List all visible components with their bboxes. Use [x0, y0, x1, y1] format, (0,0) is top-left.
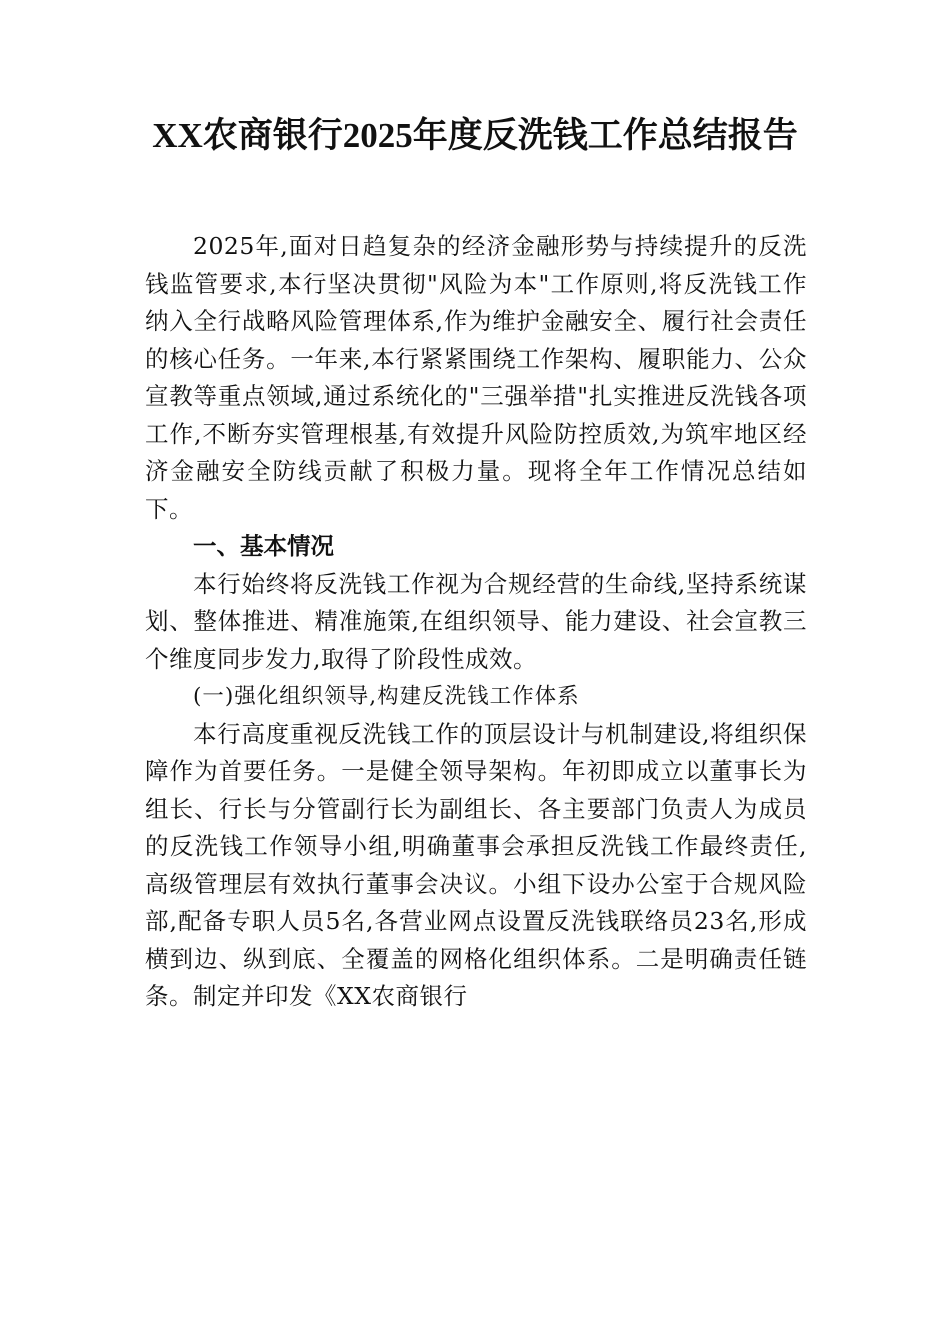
document-body: [145, 228, 807, 1016]
subsection-heading-organization: (一)强化组织领导,构建反洗钱工作体系: [193, 684, 580, 709]
subsection-1-paragraph: 本行高度重视反洗钱工作的顶层设计与机制建设,将组织保障作为首要任务。一是健全领导架构。年初即成立以董事长为组长、行长与分管副行长为副组长、各主要部门负责人为成员的反洗钱工作领导小组,明确董事会承担反洗钱工作最终责任,高级管理层有效执行董事会决议。小组下设办公室于合规风险部,配备专职人员5名,各营业网点设置反洗钱联络员23名,形成横到边、纵到底、全覆盖的网格化组织体系。二是明确责任链条。制定并印发《XX农商银行: [145, 719, 807, 1010]
section-heading-basic-situation: 一、基本情况: [193, 532, 334, 560]
section-1-paragraph: 本行始终将反洗钱工作视为合规经营的生命线,坚持系统谋划、整体推进、精准施策,在组织领导、能力建设、社会宣教三个维度同步发力,取得了阶段性成效。: [145, 569, 807, 673]
document-title: XX农商银行2025年度反洗钱工作总结报告: [152, 116, 798, 155]
intro-paragraph: 2025年,面对日趋复杂的经济金融形势与持续提升的反洗钱监管要求,本行坚决贯彻"风险为本"工作原则,将反洗钱工作纳入全行战略风险管理体系,作为维护金融安全、履行社会责任的核心任务。一年来,本行紧紧围绕工作架构、履职能力、公众宣教等重点领域,通过系统化的"三强举措"扎实推进反洗钱各项工作,不断夯实管理根基,有效提升风险防控质效,为筑牢地区经济金融安全防线贡献了积极力量。现将全年工作情况总结如下。: [145, 232, 807, 523]
